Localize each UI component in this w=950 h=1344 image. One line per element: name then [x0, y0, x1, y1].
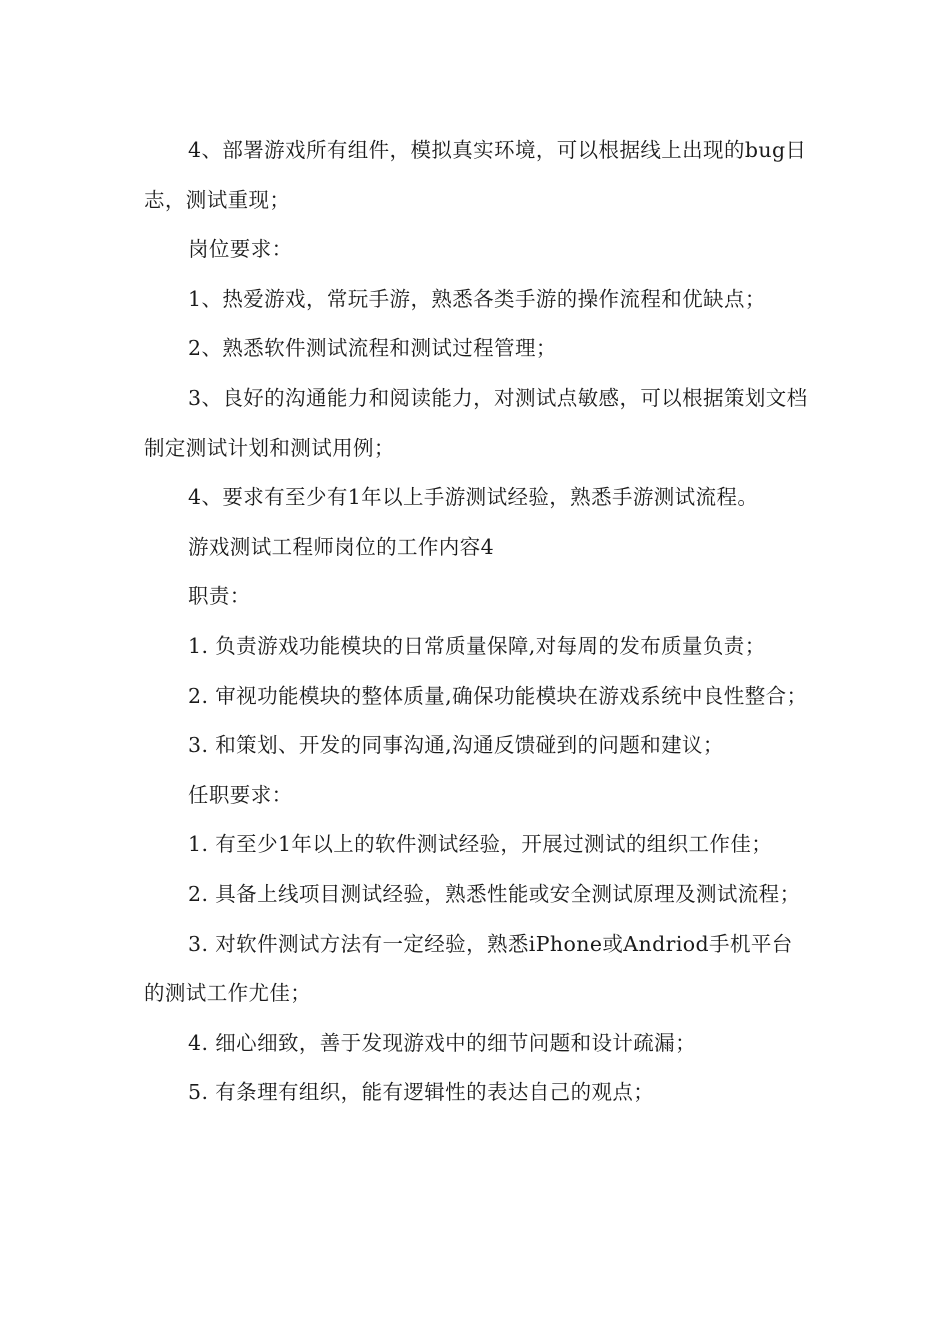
document-body	[144, 126, 808, 1118]
paragraph-qual-1: 1. 有至少1年以上的软件测试经验，开展过测试的组织工作佳；	[188, 832, 773, 857]
paragraph-duty-4: 4、部署游戏所有组件，模拟真实环境，可以根据线上出现的bug日志，测试重现；	[144, 138, 807, 212]
paragraph-req-1: 1、热爱游戏，常玩手游，熟悉各类手游的操作流程和优缺点；	[188, 286, 766, 311]
paragraph-qual-3: 3. 对软件测试方法有一定经验，熟悉iPhone或Andriod手机平台的测试工作尤佳；	[144, 931, 793, 1006]
paragraph-duty-2: 2. 审视功能模块的整体质量,确保功能模块在游戏系统中良性整合；	[188, 683, 808, 708]
heading-qualifications: 任职要求：	[188, 782, 293, 807]
paragraph-req-2: 2、熟悉软件测试流程和测试过程管理；	[188, 336, 557, 361]
paragraph-qual-2: 2. 具备上线项目测试经验，熟悉性能或安全测试原理及测试流程；	[188, 881, 801, 906]
paragraph-duty-3: 3. 和策划、开发的同事沟通,沟通反馈碰到的问题和建议；	[188, 733, 724, 758]
paragraph-req-3: 3、良好的沟通能力和阅读能力，对测试点敏感，可以根据策划文档制定测试计划和测试用例；	[144, 385, 808, 460]
paragraph-qual-4: 4. 细心细致，善于发现游戏中的细节问题和设计疏漏；	[188, 1030, 696, 1055]
heading-job-requirements: 岗位要求：	[188, 237, 293, 262]
section-title-4: 游戏测试工程师岗位的工作内容4	[188, 534, 495, 559]
paragraph-req-4: 4、要求有至少有1年以上手游测试经验，熟悉手游测试流程。	[188, 485, 759, 510]
paragraph-duty-1: 1. 负责游戏功能模块的日常质量保障,对每周的发布质量负责；	[188, 633, 766, 658]
heading-duties: 职责：	[188, 584, 251, 609]
paragraph-qual-5: 5. 有条理有组织，能有逻辑性的表达自己的观点；	[188, 1080, 655, 1105]
